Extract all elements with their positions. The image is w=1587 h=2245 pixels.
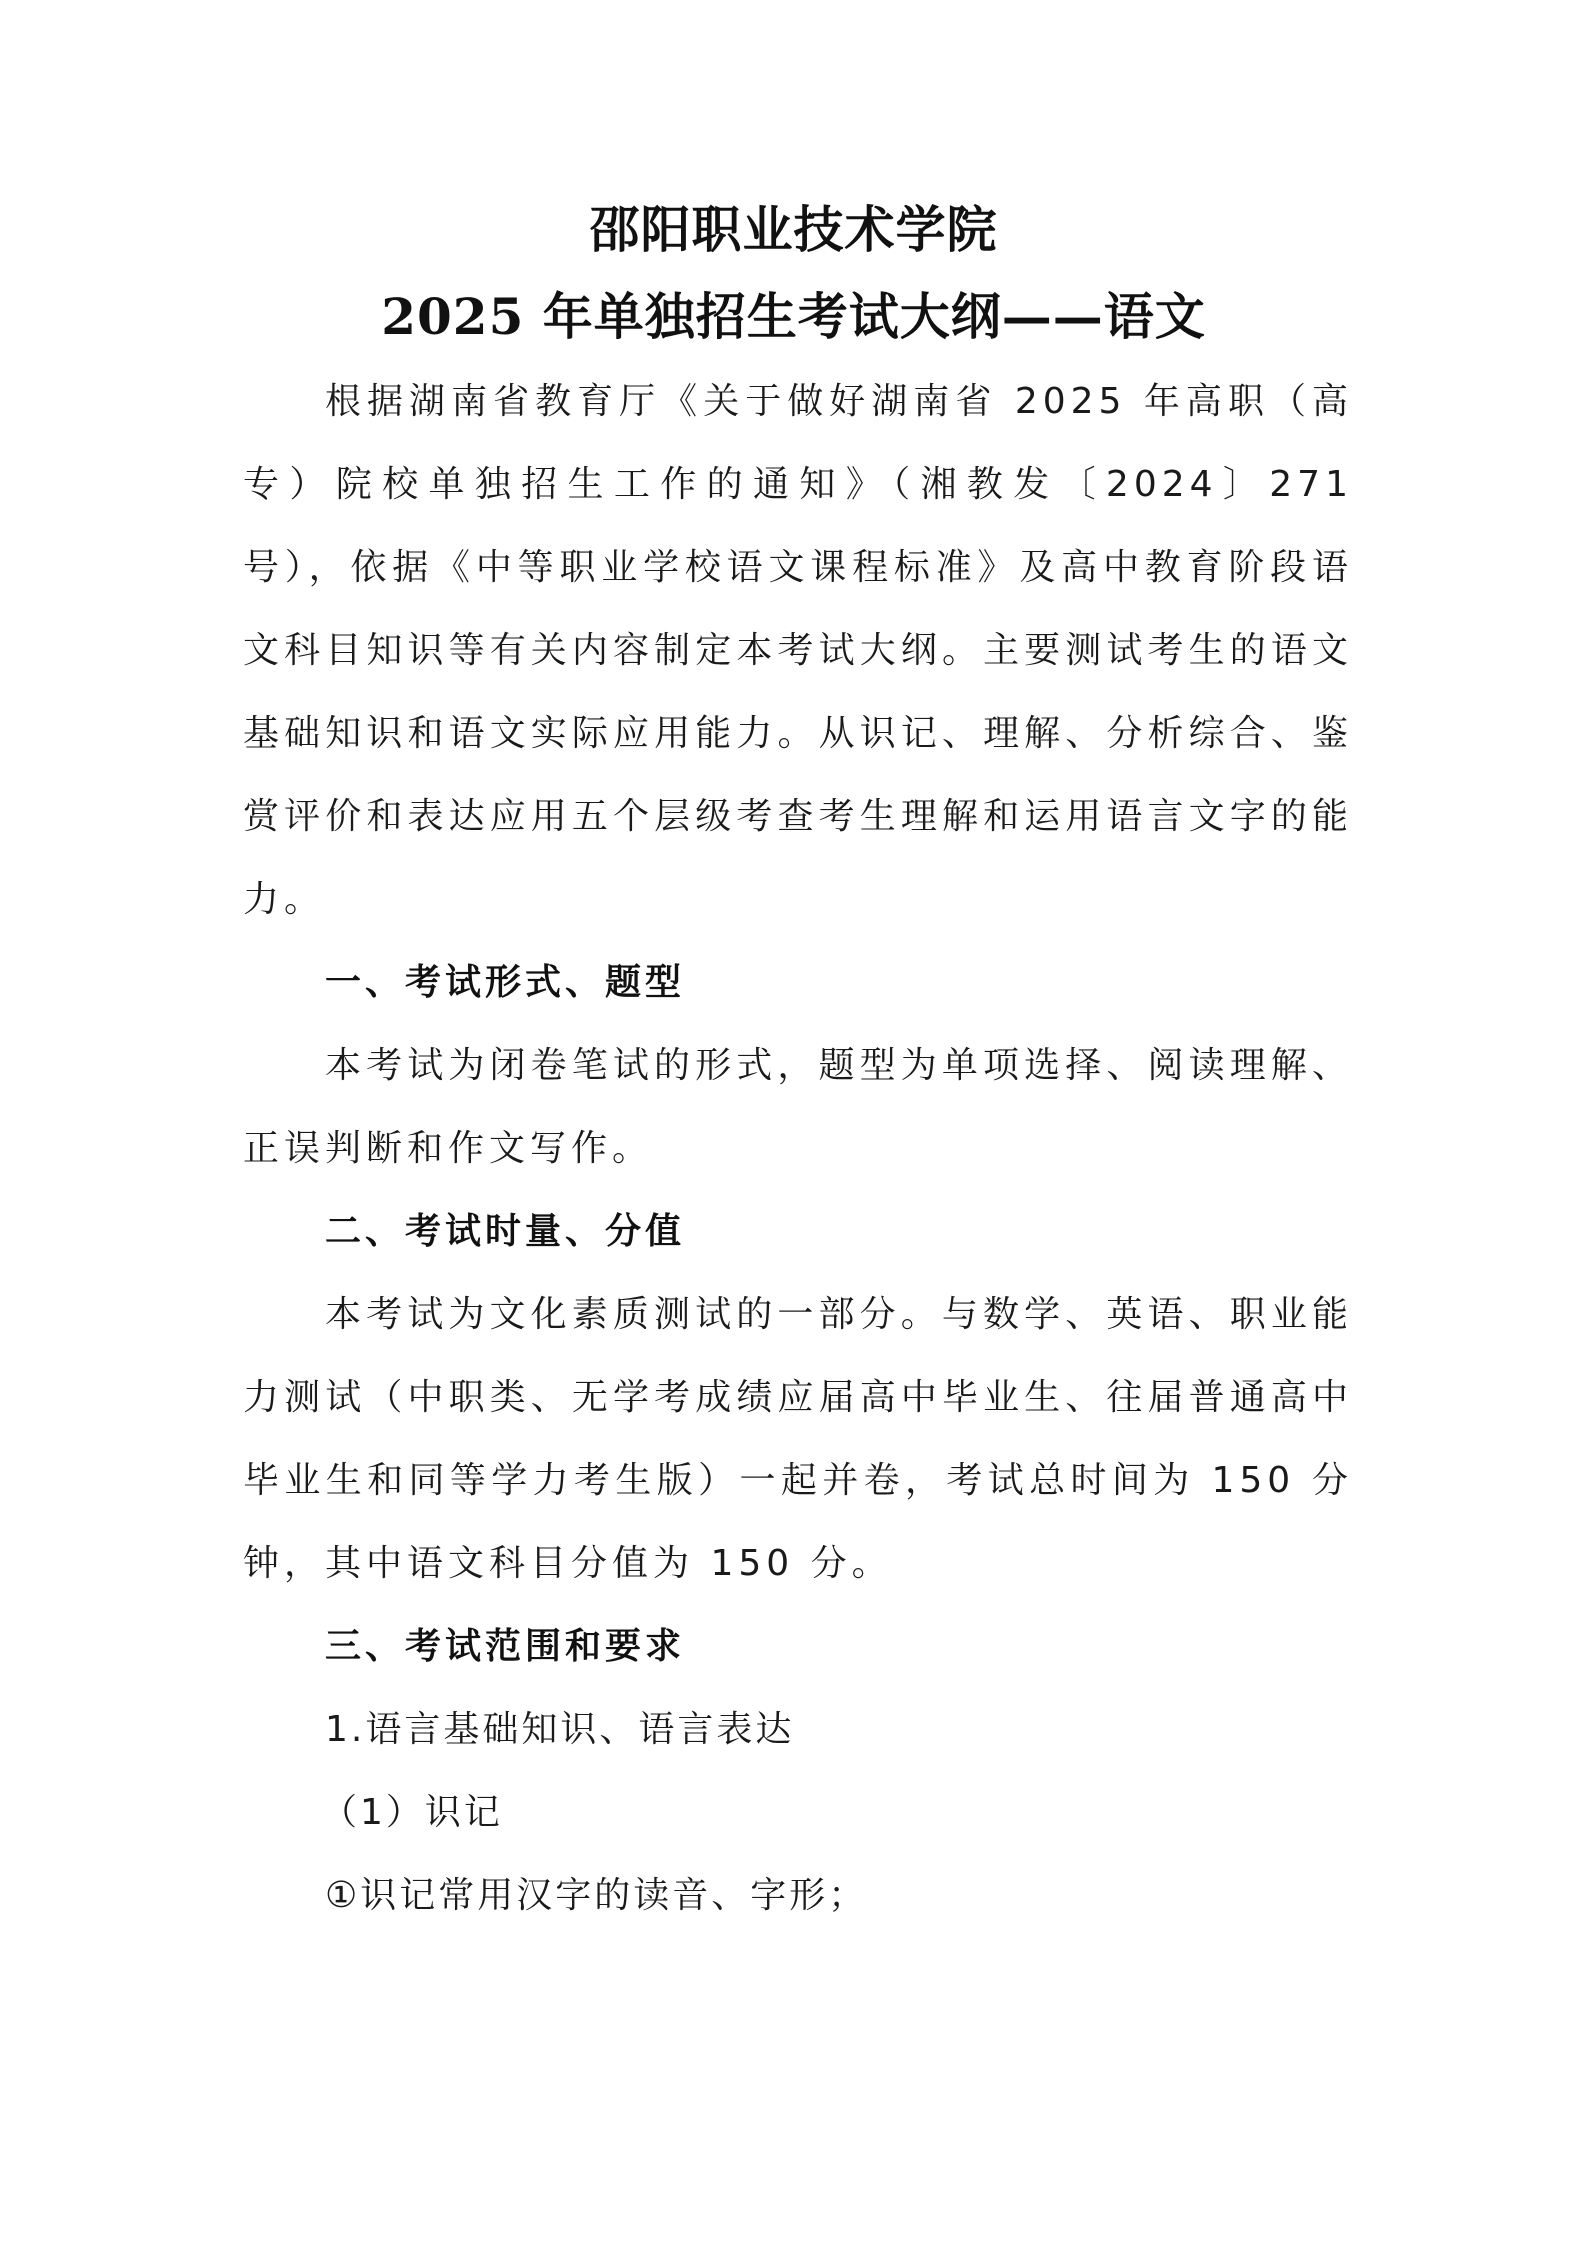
section-heading-scope: 三、考试范围和要求 xyxy=(325,1625,686,1667)
list-item-memorize-chars: ①识记常用汉字的读音、字形； xyxy=(325,1875,868,1916)
section-heading-time: 二、考试时量、分值 xyxy=(325,1210,686,1252)
section-text-time: 本考试为文化素质测试的一部分。与数学、英语、职业能力测试（中职类、无学考成绩应届高中毕业生、往届普通高中毕业生和同等学力考生版）一起并卷，考试总时间为 150 分钟，其中语文科目分值为 150 分。 xyxy=(243,1294,1353,1584)
subsection-language-basics: 1.语言基础知识、语言表达 xyxy=(325,1709,795,1750)
subsection-memorize: （1）识记 xyxy=(321,1792,503,1833)
section-heading-form: 一、考试形式、题型 xyxy=(325,961,686,1003)
section-text-form: 本考试为闭卷笔试的形式，题型为单项选择、阅读理解、正误判断和作文写作。 xyxy=(243,1045,1353,1169)
intro-paragraph: 根据湖南省教育厅《关于做好湖南省 2025 年高职（高专）院校单独招生工作的通知》（湘教发〔2024〕271 号），依据《中等职业学校语文课程标准》及高中教育阶段语文科目知识等有关内容制定本考试大纲。主要测试考生的语文基础知识和语文实际应用能力。从识记、理解、分析综合、鉴赏评价和表达应用五个层级考查考生理解和运用语言文字的能力。 xyxy=(243,381,1353,920)
document-title-exam: 2025 年单独招生考试大纲——语文 xyxy=(381,287,1206,346)
document-title-school: 邵阳职业技术学院 xyxy=(589,200,998,259)
document-body xyxy=(243,360,1353,1937)
